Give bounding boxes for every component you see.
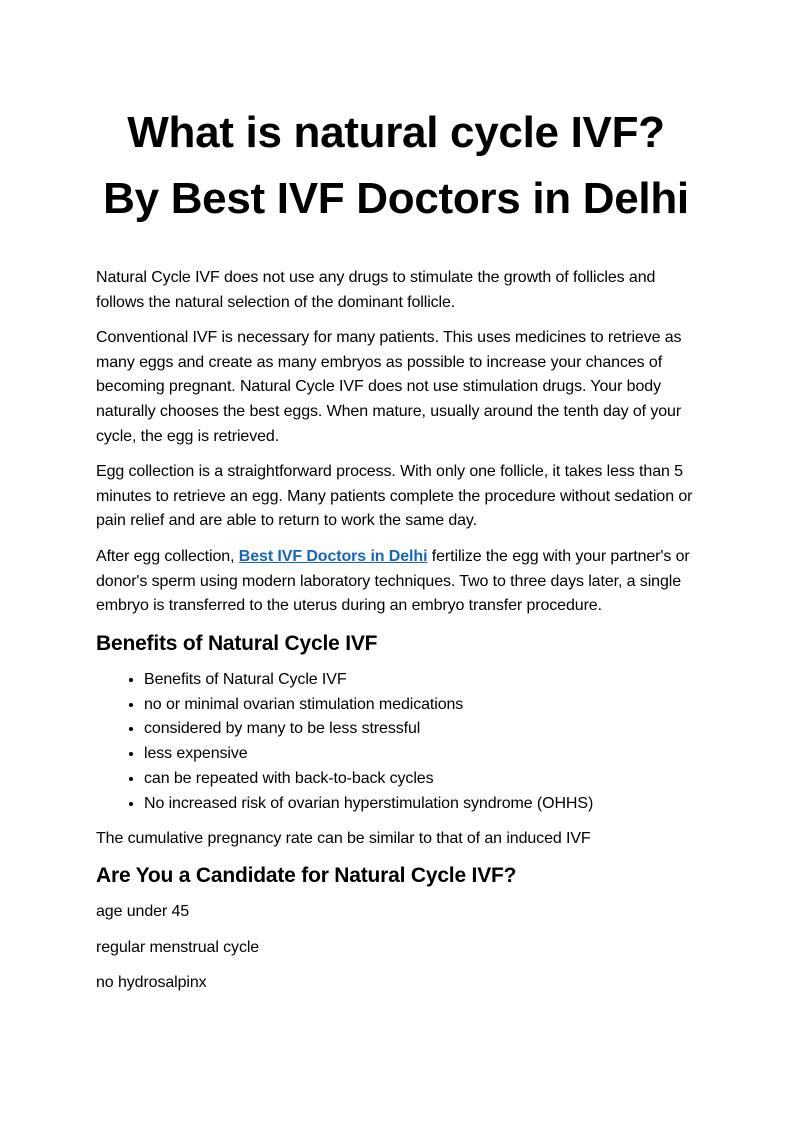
page-title — [96, 100, 696, 232]
best-ivf-doctors-link[interactable]: Best IVF Doctors in Delhi — [238, 547, 428, 565]
page-title-line-1: What is natural cycle IVF? — [127, 108, 665, 157]
candidate-criterion: age under 45 — [96, 903, 190, 921]
candidate-criterion: no hydrosalpinx — [96, 974, 207, 992]
list-item: • No increased risk of ovarian hyperstimulation syndrome (OHHS) — [144, 792, 696, 817]
intro-paragraph: Natural Cycle IVF does not use any drugs to stimulate the growth of follicles and follows the natural selection of the dominant follicle. — [96, 269, 656, 311]
after-collection-paragraph — [96, 545, 696, 619]
list-item: • can be repeated with back-to-back cycles — [144, 767, 696, 792]
conventional-ivf-paragraph: Conventional IVF is necessary for many patients. This uses medicines to retrieve as many eggs and create as many embryos as possible to increase your chances of becoming pregnant. Natural Cycle IVF does not use stimulation drugs. Your body naturally chooses the best eggs. When mature, usually around the tenth day of your cycle, the egg is retrieved. — [96, 329, 682, 445]
candidate-heading: Are You a Candidate for Natural Cycle IVF? — [96, 864, 517, 888]
list-item: • no or minimal ovarian stimulation medications — [144, 693, 696, 718]
list-item: • Benefits of Natural Cycle IVF — [144, 668, 696, 693]
page-title-line-2: By Best IVF Doctors in Delhi — [103, 174, 689, 223]
after-collection-text-start: After egg collection, — [96, 547, 239, 565]
after-collection-text-end: fertilize the egg with your partner's or donor's sperm using modern laboratory techniques. Two to three days later, a single embryo is transferred to the uterus during an embryo transfer procedure. — [96, 547, 690, 615]
candidate-criterion: regular menstrual cycle — [96, 938, 260, 956]
egg-collection-paragraph: Egg collection is a straightforward process. With only one follicle, it takes less than 5 minutes to retrieve an egg. Many patients complete the procedure without sedation or pain relief and are able to return to work the same day. — [96, 463, 693, 530]
document-page — [96, 100, 696, 1007]
pregnancy-rate-note: The cumulative pregnancy rate can be similar to that of an induced IVF — [96, 829, 591, 847]
benefits-list — [96, 668, 696, 817]
benefits-heading: Benefits of Natural Cycle IVF — [96, 631, 378, 655]
list-item: • considered by many to be less stressful — [144, 717, 696, 742]
list-item: • less expensive — [144, 742, 696, 767]
